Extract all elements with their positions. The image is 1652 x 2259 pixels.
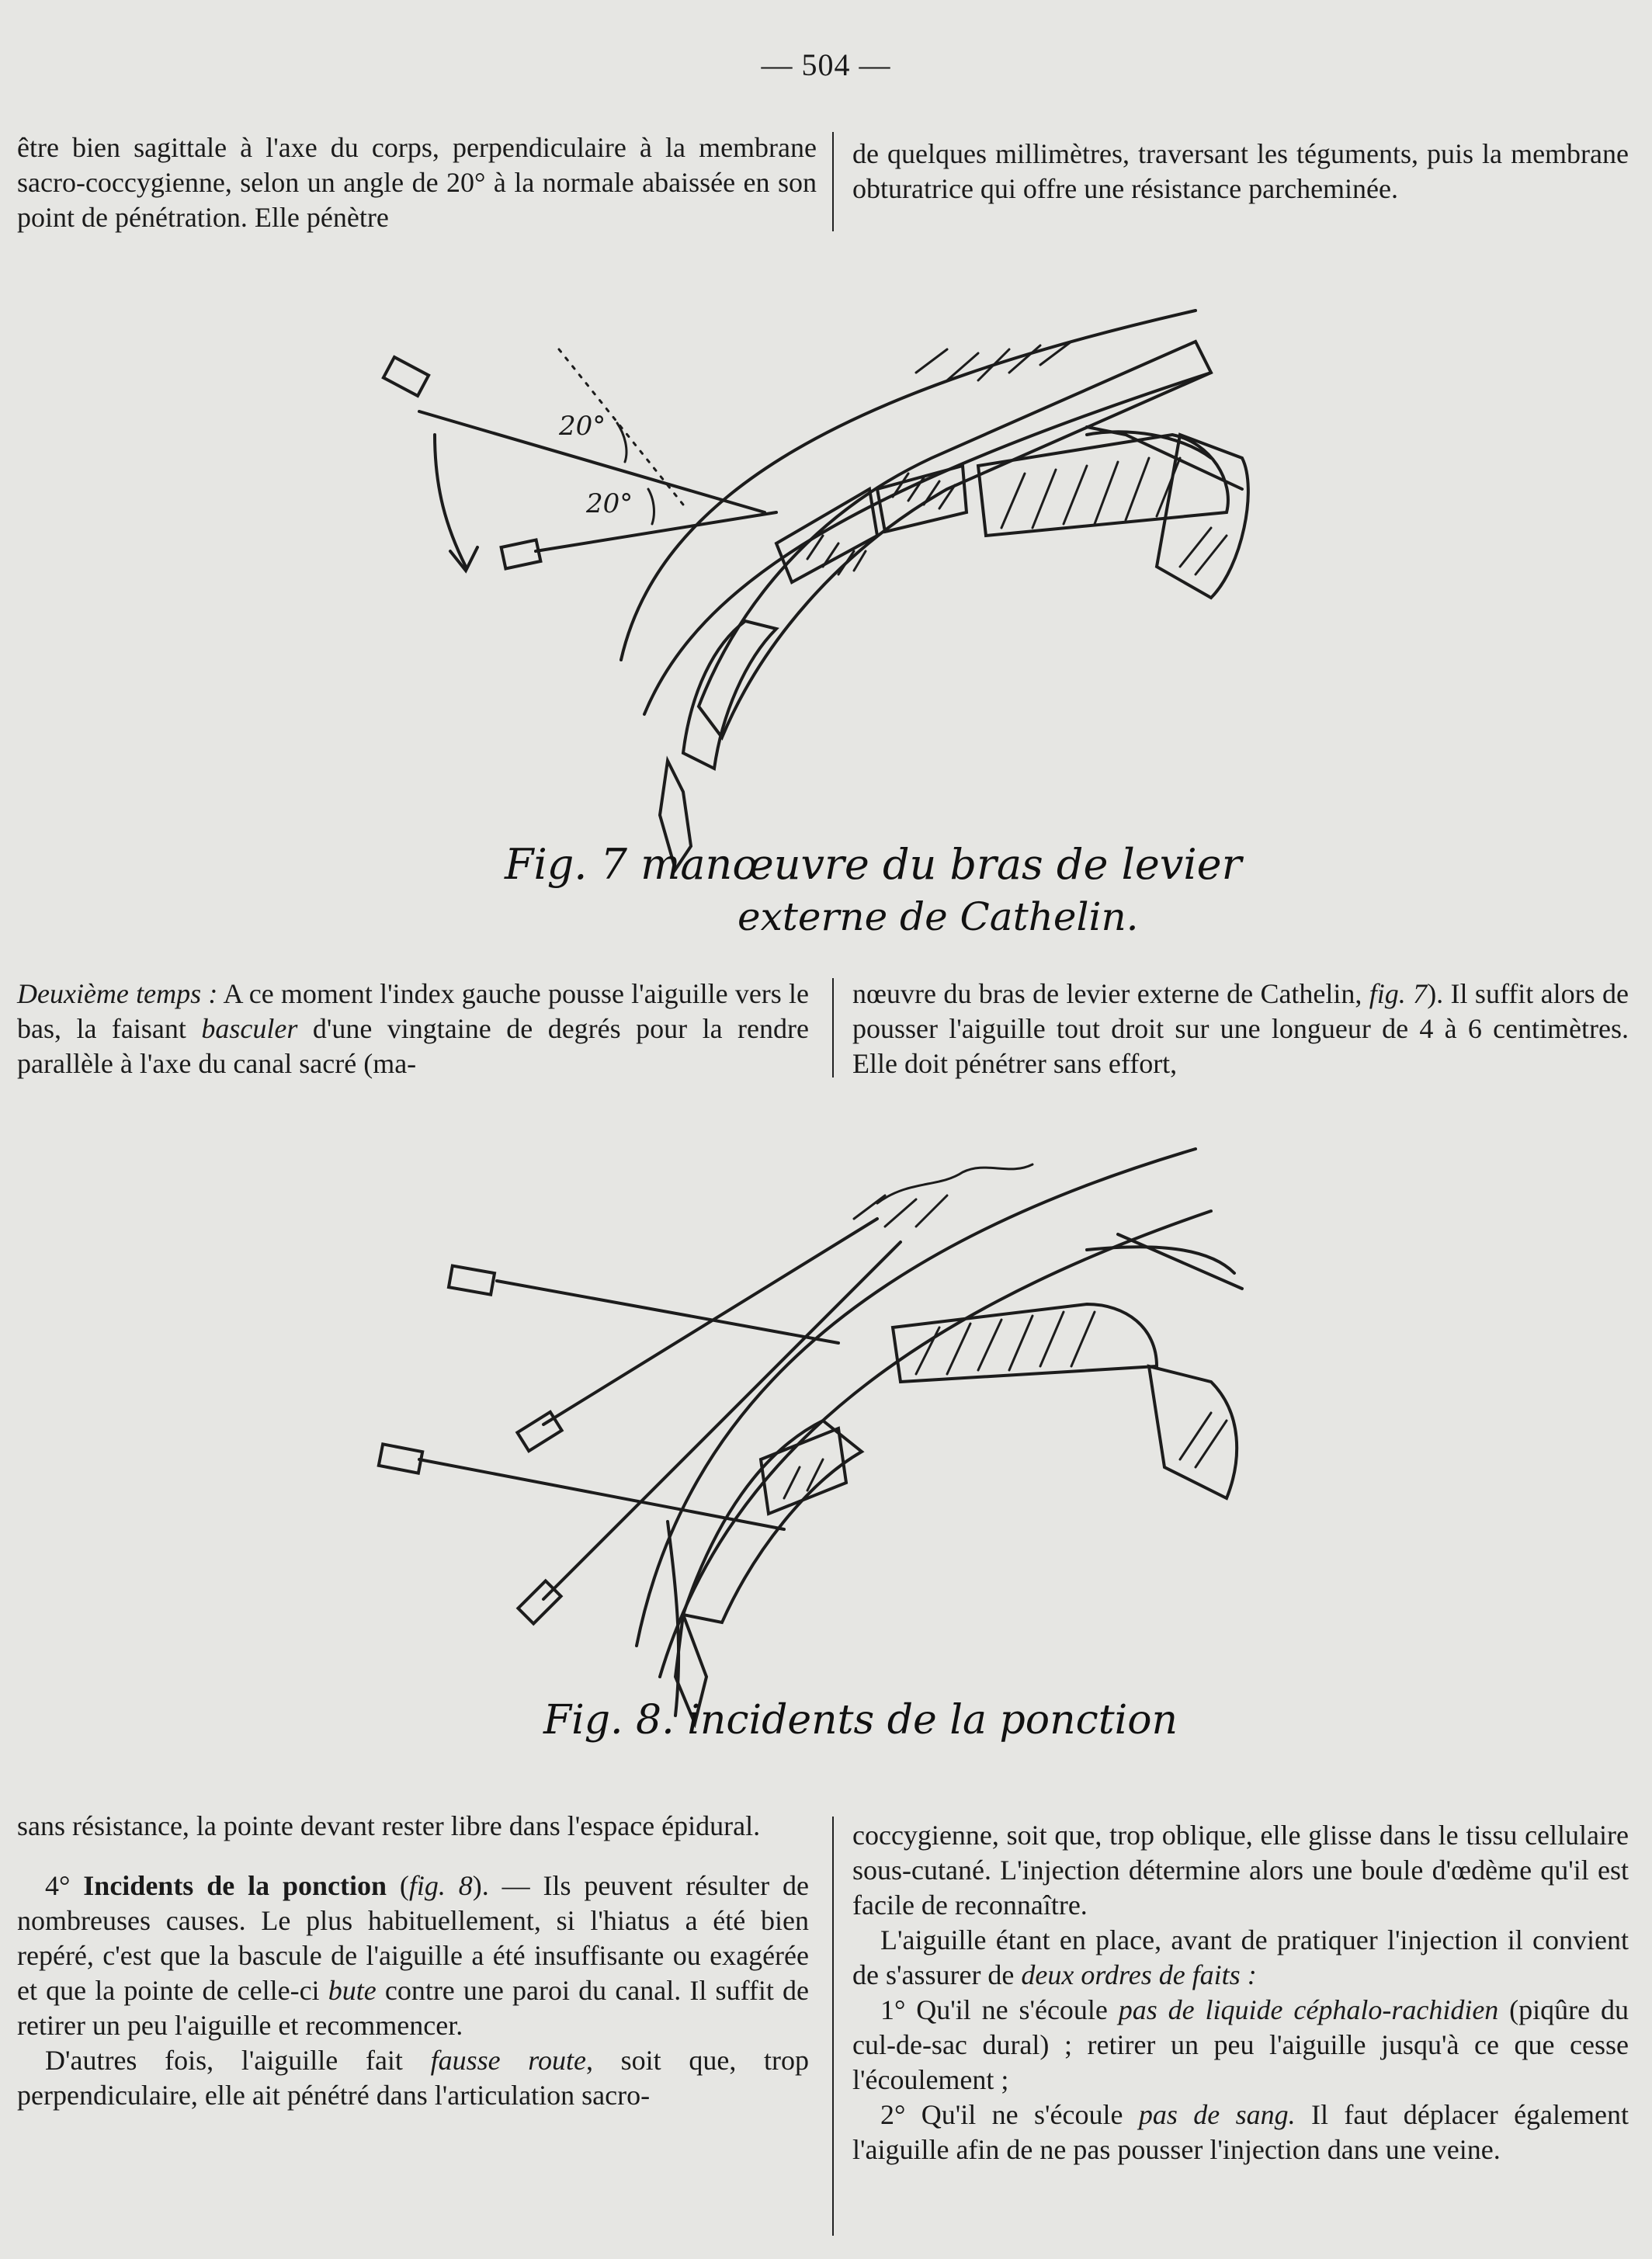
paragraph [17,977,809,1081]
figure-8-caption: Fig. 8. incidents de la ponction [543,1697,1178,1744]
text-run: 1° Qu'il ne s'écoule [880,1994,1119,2025]
text-run: nœuvre du bras de levier externe de Cathelin, [852,978,1369,1009]
text-run: ( [386,1870,409,1901]
paragraph: de quelques millimètres, traversant les téguments, puis la membrane obturatrice qui offre une résistance parcheminée. [852,138,1629,204]
figure-7-caption-line-1: Fig. 7 manœuvre du bras de levier [505,840,1242,889]
figure-reference: fig. 8 [408,1870,473,1901]
emphasis: deux ordres de faits : [1021,1959,1257,1990]
text-column-left-middle [17,977,809,1081]
emphasis: pas de liquide céphalo-rachidien [1118,1994,1499,2025]
paragraph [852,2098,1629,2167]
figure-7-caption-line-2: externe de Cathelin. [738,894,1139,939]
needle-1 [497,1281,838,1343]
text-run: contre une paroi du canal. Il suffit de retirer un peu l'aiguille et recommencer. [17,1975,810,2041]
text-run: d'une vingtaine de degrés pour la rendre parallèle à l'axe du canal sacré (ma- [17,1013,809,1079]
text-run: ). — Ils peuvent résulter de nombreuses causes. Le plus habituellement, si l'hiatus a été bien repéré, c'est que la bascule de l'aiguille a été insuffisante ou exagérée et que la pointe de celle-ci [17,1870,809,2006]
needle-2 [543,1219,877,1424]
column-rule [832,1817,834,2236]
needle-lower [536,512,776,551]
emphasis: bute [328,1975,377,2006]
paragraph: être bien sagittale à l'axe du corps, perpendiculaire à la membrane sacro-coccygienne, selon un angle de 20° à la normale abaissée en son point de pénétration. Elle pénètre [17,132,817,233]
section-title: Incidents de la ponction [83,1870,387,1901]
paragraph [17,2043,809,2113]
paragraph [852,977,1629,1081]
figure-8-drawing [0,1118,1652,1785]
page-number: — 504 — [761,47,891,82]
figure-7 [0,256,1652,939]
figure-reference: fig. 7 [1369,978,1428,1009]
paragraph: sans résistance, la pointe devant rester libre dans l'espace épidural. [17,1810,761,1841]
angle-label: 20° [586,488,633,519]
text-run: 2° Qu'il ne s'écoule [880,2099,1139,2130]
text-run: ). Il suffit alors de pousser l'aiguille tout droit sur une longueur de 4 à 6 centimètres. Elle doit pénétrer sans effort, [852,978,1629,1079]
text-run: A ce moment l'index gauche pousse l'aiguille vers le bas, la faisant [17,978,809,1044]
needle-4 [543,1242,901,1599]
text-run: , soit que, trop perpendiculaire, elle ait pénétré dans l'articulation sacro- [17,2045,809,2111]
text-run: D'autres fois, l'aiguille fait [45,2045,431,2076]
figure-8 [0,1118,1652,1785]
text-column-right-top [852,137,1629,206]
column-rule [832,978,834,1077]
column-rule [832,132,834,231]
text-run: 4° [45,1870,84,1901]
figure-7-drawing [0,256,1652,939]
skin-outline [637,1149,1196,1646]
text-column-left-bottom [17,1809,809,2113]
text-run: Il faut déplacer également l'aiguille afin de ne pas pousser l'injection dans une veine. [852,2099,1629,2165]
angle-label: 20° [559,411,606,442]
emphasis: fausse route [430,2045,586,2076]
emphasis: pas de sang. [1138,2099,1296,2130]
paragraph [852,1923,1629,1993]
text-column-right-middle [852,977,1629,1081]
needle-3 [419,1459,784,1529]
rotation-arrow [435,435,466,567]
text-column-right-bottom [852,1818,1629,2167]
text-column-left-top [17,130,817,235]
text-run: (piqûre du cul-de-sac dural) ; retirer un peu l'aiguille jusqu'à ce que cesse l'écoulement ; [852,1994,1629,2095]
text-run: L'aiguille étant en place, avant de pratiquer l'injection il convient de s'assurer de [852,1924,1629,1990]
paragraph [17,1869,809,2043]
paragraph [852,1993,1629,2098]
paragraph: coccygienne, soit que, trop oblique, elle glisse dans le tissu cellulaire sous-cutané. L'injection détermine alors une boule d'œdème qu'il est facile de reconnaître. [852,1820,1629,1921]
emphasis: basculer [201,1013,298,1044]
section-label: Deuxième temps : [17,978,218,1009]
